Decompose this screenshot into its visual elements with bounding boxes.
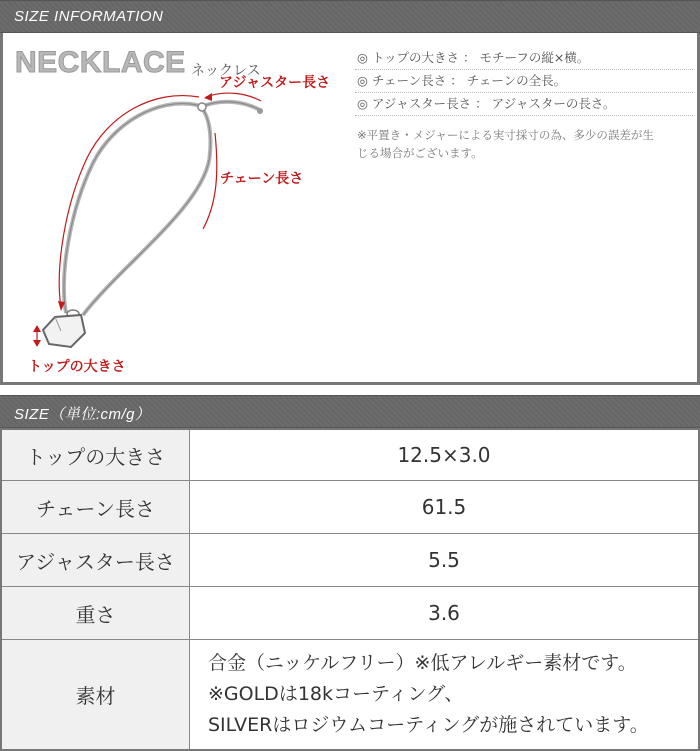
row-value-chain-length: 61.5	[190, 481, 700, 534]
row-value-material	[190, 640, 700, 751]
necklace-title: NECKLACE	[15, 46, 186, 79]
note-top-size: ◎ トップの大きさ ： モチーフの縦×横。	[355, 47, 693, 70]
row-value-adjuster-length: 5.5	[190, 534, 700, 587]
row-value-weight: 3.6	[190, 587, 700, 640]
size-information-heading: SIZE INFORMATION	[14, 8, 164, 25]
size-table-heading: SIZE（単位:cm/g）	[14, 406, 151, 423]
pendant-top	[43, 310, 85, 347]
note-adjuster-length: ◎ アジャスター長さ ： アジャスターの長さ。	[355, 93, 693, 116]
row-label-chain-length: チェーン長さ	[1, 481, 190, 534]
necklace-chain	[64, 104, 210, 315]
adjuster-length-label: アジャスター長さ	[219, 75, 331, 91]
measurement-disclaimer	[355, 126, 693, 162]
chain-length-indicator	[58, 96, 217, 311]
top-size-label: トップの大きさ	[28, 359, 126, 375]
row-value-top-size: 12.5×3.0	[190, 429, 700, 481]
row-label-material: 素材	[1, 640, 190, 751]
notes-list	[355, 47, 693, 162]
necklace-diagram	[3, 73, 348, 385]
disclaimer-line: ※平置き・メジャーによる実寸採寸の為、多少の誤差が生	[357, 128, 654, 142]
table-row	[1, 534, 699, 587]
row-label-top-size: トップの大きさ	[1, 429, 190, 481]
size-table	[0, 428, 700, 751]
table-row	[1, 640, 699, 751]
note-chain-length: ◎ チェーン長さ ： チェーンの全長。	[355, 70, 693, 93]
material-line: 合金（ニッケルフリー）※低アレルギー素材です。	[208, 652, 637, 674]
adjuster-chain	[198, 102, 263, 114]
necklace-subtitle: ネックレス	[191, 63, 261, 79]
top-size-indicator	[33, 325, 41, 347]
table-row	[1, 481, 699, 534]
material-line: SILVERはロジウムコーティングが施されています。	[208, 714, 649, 736]
table-row	[1, 429, 699, 481]
table-row	[1, 587, 699, 640]
material-line: ※GOLDは18kコーティング、	[208, 683, 464, 705]
info-panel	[0, 33, 700, 385]
row-label-adjuster-length: アジャスター長さ	[1, 534, 190, 587]
row-label-weight: 重さ	[1, 587, 190, 640]
adjuster-length-indicator	[204, 93, 261, 101]
disclaimer-line: じる場合がございます。	[357, 146, 483, 160]
size-information-header	[0, 0, 700, 33]
chain-length-label: チェーン長さ	[220, 171, 304, 187]
size-table-header	[0, 395, 700, 428]
